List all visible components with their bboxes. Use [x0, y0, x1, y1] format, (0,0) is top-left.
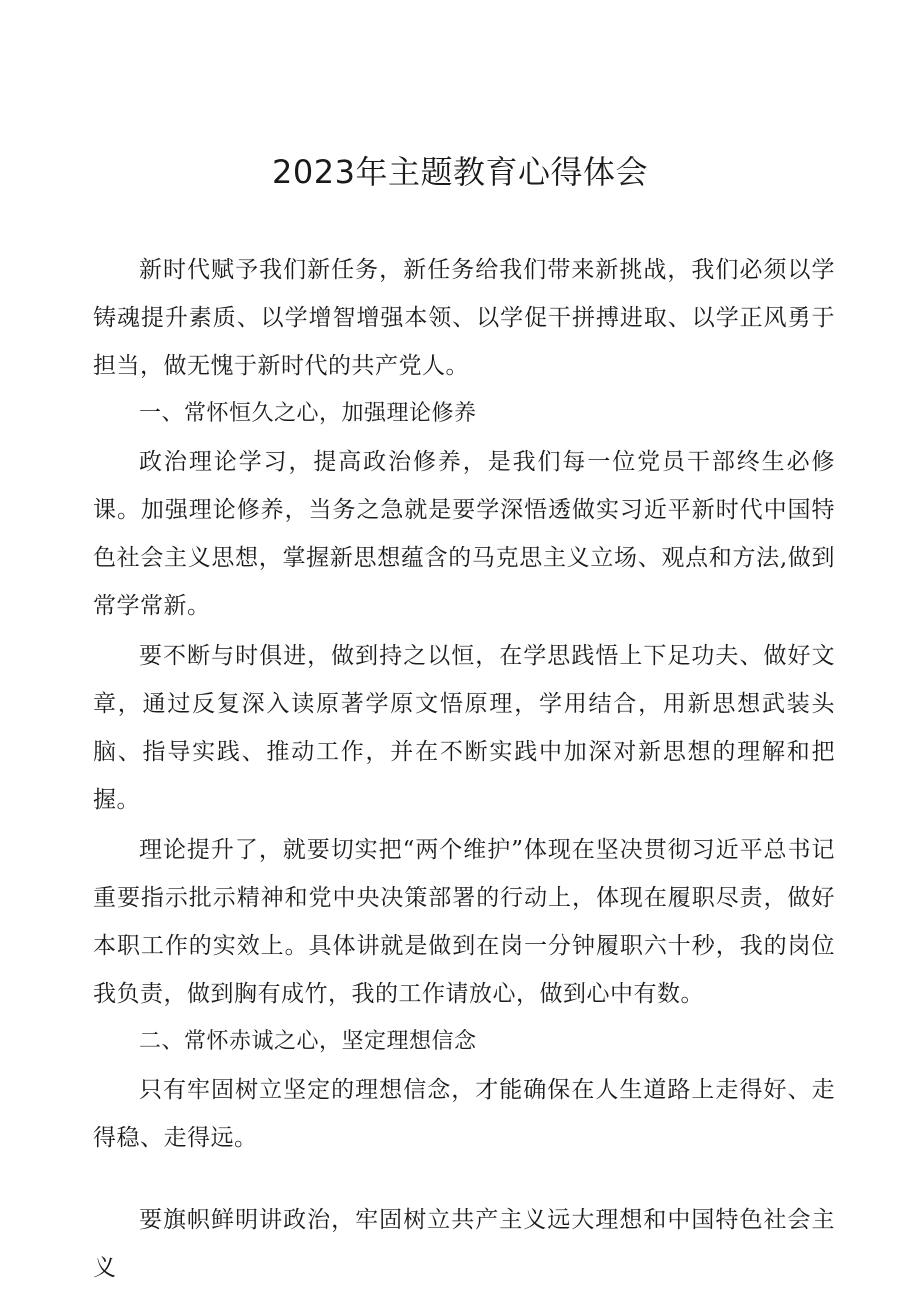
paragraph-theory-study: 政治理论学习，提高政治修养，是我们每一位党员干部终生必修课。加强理论修养，当务之急就是要学深悟透做实习近平新时代中国特色社会主义思想，掌握新思想蕴含的马克思主义立场、观点和方法,做到常学常新。 — [93, 449, 835, 619]
paragraph-ideals: 只有牢固树立坚定的理想信念，才能确保在人生道路上走得好、走得稳、走得远。 — [93, 1077, 835, 1151]
section-heading-2: 二、常怀赤诚之心，坚定理想信念 — [139, 1029, 477, 1054]
section-heading-1: 一、常怀恒久之心，加强理论修养 — [139, 401, 477, 426]
paragraph-two-safeguards: 理论提升了，就要切实把“两个维护”体现在坚决贯彻习近平总书记重要指示批示精神和党中央决策部署的行动上，体现在履职尽责，做好本职工作的实效上。具体讲就是做到在岗一分钟履职六十秒，我的岗位我负责，做到胸有成竹，我的工作请放心，做到心中有数。 — [93, 837, 835, 1007]
paragraph-keep-pace: 要不断与时俱进，做到持之以恒，在学思践悟上下足功夫、做好文章，通过反复深入读原著学原文悟原理，学用结合，用新思想武装头脑、指导实践、推动工作，并在不断实践中加深对新思想的理解和把握。 — [93, 643, 835, 813]
paragraph-politics: 要旗帜鲜明讲政治，牢固树立共产主义远大理想和中国特色社会主义 — [93, 1207, 835, 1281]
document-body — [93, 246, 835, 1292]
document-title: 2023年主题教育心得体会 — [272, 153, 648, 191]
paragraph-intro: 新时代赋予我们新任务，新任务给我们带来新挑战，我们必须以学铸魂提升素质、以学增智增强本领、以学促干拼搏进取、以学正风勇于担当，做无愧于新时代的共产党人。 — [93, 257, 835, 379]
